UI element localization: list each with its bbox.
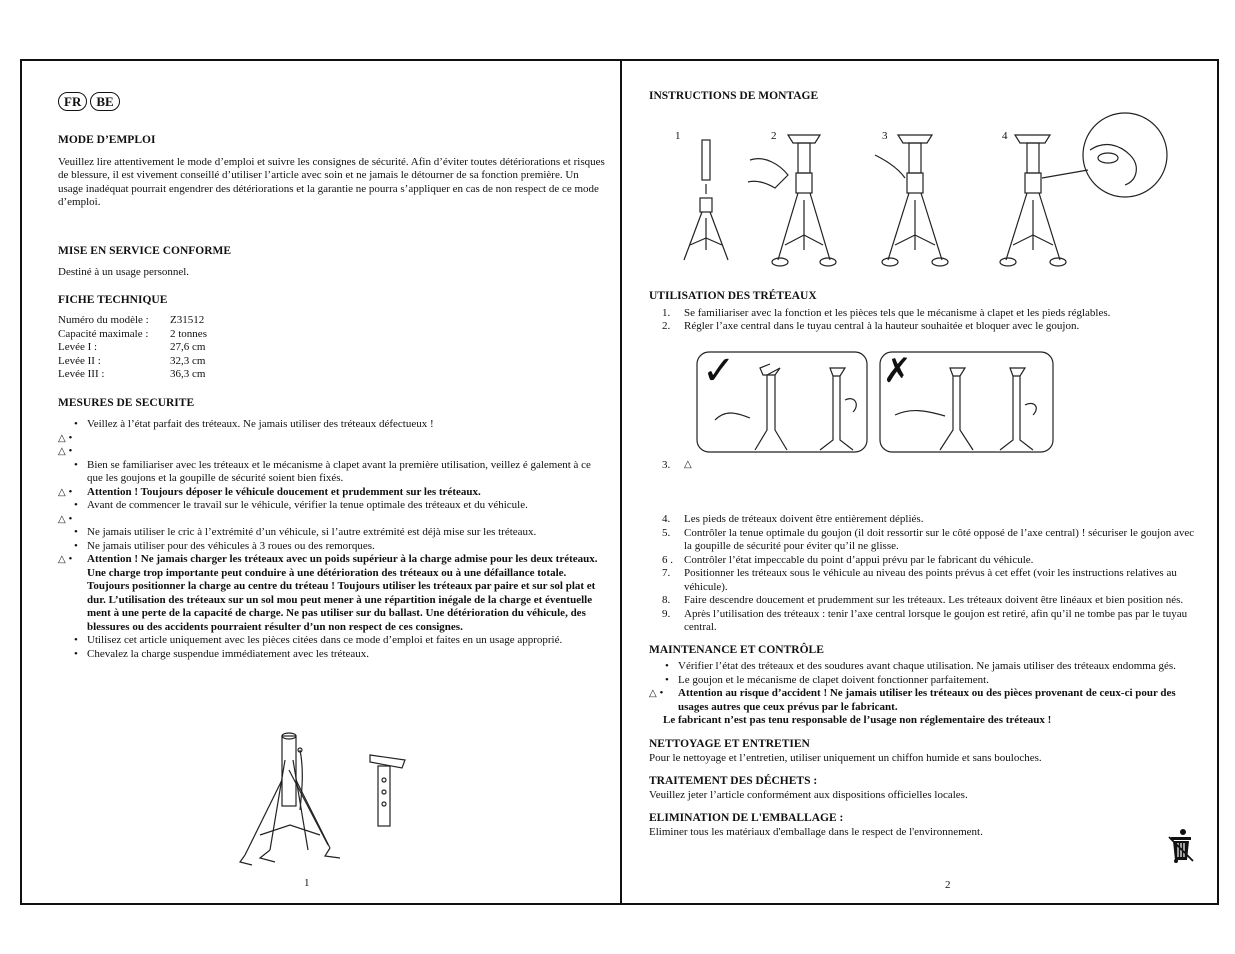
spec-value: 32,3 cm xyxy=(170,354,206,367)
mode-emploi-title: MODE D’EMPLOI xyxy=(58,134,156,146)
item-text: Positionner les tréteaux sous le véhicule au niveau des points prévus à cet effet (voir les instructions relatives au véhicule). xyxy=(684,567,1177,593)
page-divider xyxy=(620,59,622,905)
safety-item xyxy=(58,540,606,554)
bullet: • xyxy=(74,499,78,511)
left-page xyxy=(58,92,606,661)
warning-triangle-icon: △ xyxy=(684,459,692,470)
spec-value: 2 tonnes xyxy=(170,327,207,340)
emballage-text: Eliminer tous les matériaux d'emballage dans le respect de l'environnement. xyxy=(649,826,983,838)
warning-bullet: △ • xyxy=(58,553,73,565)
numbered-item xyxy=(649,594,1199,608)
warning-triangle-icon: △ xyxy=(649,688,657,699)
item-3-number: 3. xyxy=(662,459,671,471)
emballage-title: ELIMINATION DE L'EMBALLAGE : xyxy=(649,811,844,824)
item-number: 2. xyxy=(662,320,671,332)
page-number-right: 2 xyxy=(945,879,951,891)
badge-be: BE xyxy=(90,92,119,111)
safety-item-text: Attention ! Toujours déposer le véhicule doucement et prudemment sur les tréteaux. xyxy=(87,485,481,498)
step-label: 1 xyxy=(675,130,681,142)
step-label: 2 xyxy=(771,130,777,142)
spec-value: 27,6 cm xyxy=(170,341,206,353)
item-text: Les pieds de tréteaux doivent être entièrement dépliés. xyxy=(684,513,924,525)
assembly-illustration xyxy=(670,110,1170,275)
bullet: • xyxy=(665,673,669,686)
step-label: 3 xyxy=(882,130,888,142)
safety-item xyxy=(58,526,606,540)
warning-bullet: △ • xyxy=(649,687,664,699)
item-number: 7. xyxy=(662,567,671,579)
item-text: Faire descendre doucement et prudemment sur les tréteaux. Les tréteaux doivent être linéaux et bien position nés. xyxy=(684,594,1184,606)
spec-value: 36,3 cm xyxy=(170,368,206,380)
dechets-text: Veuillez jeter l’article conformément aux dispositions officielles locales. xyxy=(649,789,968,801)
maintenance-list xyxy=(649,660,1199,714)
item-number: 4. xyxy=(662,513,671,525)
safety-item-text: Vérifier l’état des tréteaux et des soudures avant chaque utilisation. Ne jamais utiliser des tréteaux endomma gés. xyxy=(678,660,1176,672)
dechets-title: TRAITEMENT DES DÉCHETS : xyxy=(649,774,818,787)
mise-en-service-text: Destiné à un usage personnel. xyxy=(58,266,190,278)
bullet: • xyxy=(665,660,669,672)
fabricant-note: Le fabricant n’est pas tenu responsable de l’usage non réglementaire des tréteaux ! xyxy=(663,714,1052,726)
maintenance-title: MAINTENANCE ET CONTRÔLE xyxy=(649,643,824,656)
safety-item-text: Attention ! Ne jamais charger les tréteaux avec un poids supérieur à la charge admise pour les deux tréteaux. Une charge trop importante peut conduire à une détérioration des tréteaux ou à une défaillance totale. Toujours positionner la charge au centre du tréteau ! Toujours utiliser les tréteaux par paire et sur sol plat et dur. L’utilisation des tréteaux sur un sol mou peut mener à une répartition inégale de la charge et éventuelle ment à une perte de la capacité de charge. Ne pas utiliser sur du ballast. Une détérioration du véhicule, des blessures ou des accidents pourraient résulter d’un non respect de ces consignes. xyxy=(87,553,598,633)
warning-triangle-icon: △ xyxy=(58,513,66,525)
wheelie-bin-icon xyxy=(1168,828,1194,864)
correct-incorrect-illustration xyxy=(695,350,1057,456)
mode-emploi-text: Veuillez lire attentivement le mode d’emploi et suivre les consignes de sécurité. Afin d’éviter toutes détériorations et risques de blessure, il est vivement conseillé d’utiliser l’article avec soin et ne jamais le détourner de sa fonction première. Un usage inadéquat pourrait engendrer des détériorations et la garantie ne pourra s’appliquer en cas de non respect de ce mode d’emploi. xyxy=(58,155,605,208)
safety-item xyxy=(58,513,606,527)
safety-item-text: Ne jamais utiliser pour des véhicules à 3 roues ou des remorques. xyxy=(87,539,375,552)
safety-item-text: Veillez à l’état parfait des tréteaux. Ne jamais utiliser des tréteaux défectueux ! xyxy=(87,418,434,430)
safety-item xyxy=(58,459,606,486)
warning-triangle-icon: △ xyxy=(58,446,66,457)
securite-title: MESURES DE SECURITE xyxy=(58,396,195,409)
jack-stand-illustration xyxy=(230,730,430,870)
warning-triangle-icon: △ xyxy=(58,486,66,498)
item-number: 6 . xyxy=(662,553,673,566)
safety-item xyxy=(58,445,606,459)
safety-item xyxy=(649,687,1199,714)
nettoyage-title: NETTOYAGE ET ENTRETIEN xyxy=(649,737,810,750)
bullet: • xyxy=(74,418,78,430)
safety-item-text: Chevalez la charge suspendue immédiatement avec les tréteaux. xyxy=(87,647,370,660)
item-text: Régler l’axe central dans le tuyau central à la hauteur souhaitée et bloquer avec le goujon. xyxy=(684,320,1080,332)
numbered-item xyxy=(649,307,1199,321)
safety-item xyxy=(58,553,606,634)
item-text: Après l’utilisation des tréteaux : tenir l’axe central lorsque le goujon est retiré, afin qu’il ne tombe pas par le tuyau central. xyxy=(684,607,1188,633)
numbered-item xyxy=(649,527,1199,554)
numbered-item xyxy=(649,608,1199,635)
safety-item-text: Utilisez cet article uniquement avec les pièces citées dans ce mode d’emploi et faites en un usage approprié. xyxy=(87,634,563,646)
item-text: Se familiariser avec la fonction et les pièces tels que le mécanisme à clapet et les pieds réglables. xyxy=(684,306,1111,319)
safety-item xyxy=(58,634,606,648)
cross-icon: ✗ xyxy=(883,351,912,391)
warning-bullet: △ • xyxy=(58,431,73,444)
item-number: 9. xyxy=(662,607,671,620)
language-badges xyxy=(58,92,606,111)
utilisation-title: UTILISATION DES TRÉTEAUX xyxy=(649,290,817,302)
montage-title: INSTRUCTIONS DE MONTAGE xyxy=(649,90,819,102)
numbered-item xyxy=(649,320,1199,334)
safety-item xyxy=(649,674,1199,688)
warning-triangle-icon: △ xyxy=(58,554,66,565)
warning-bullet: △ • xyxy=(58,445,73,457)
item-text: Contrôler la tenue optimale du goujon (il doit ressortir sur le côté opposé de l’axe central) ! sécuriser le goujon avec la goupille de sécurité pour éviter qu’il ne glisse. xyxy=(684,526,1195,552)
spec-label: Numéro du modèle : xyxy=(58,314,149,326)
safety-list xyxy=(58,418,606,661)
safety-item xyxy=(58,648,606,662)
numbered-item xyxy=(649,513,1199,527)
safety-item-text: Ne jamais utiliser le cric à l’extrémité d’un véhicule, si l’autre extrémité est déjà mise sur les tréteaux. xyxy=(87,526,537,538)
right-page xyxy=(649,90,1199,112)
spec-label: Levée I : xyxy=(58,341,98,353)
mise-en-service-title: MISE EN SERVICE CONFORME xyxy=(58,244,232,257)
warning-triangle-icon: △ xyxy=(58,432,66,444)
check-icon: ✓ xyxy=(702,348,736,394)
item-text: Contrôler l’état impeccable du point d’appui prévu par le fabricant du véhicule. xyxy=(684,553,1034,566)
step-label: 4 xyxy=(1002,130,1008,142)
fiche-technique-title: FICHE TECHNIQUE xyxy=(58,293,168,306)
safety-item xyxy=(58,432,606,446)
safety-item xyxy=(58,418,606,432)
warning-bullet: △ • xyxy=(58,512,73,525)
safety-item-text: Avant de commencer le travail sur le véhicule, vérifier la tenue optimale des tréteaux et du véhicule. xyxy=(87,499,528,511)
safety-item-text: Bien se familiariser avec les tréteaux et le mécanisme à clapet avant la première utilisation, veillez é galement à ce que les goujons et la goupille de sécurité soient bien fixés. xyxy=(87,458,591,484)
safety-item-text: Le goujon et le mécanisme de clapet doivent fonctionner parfaitement. xyxy=(678,673,989,686)
item-number: 8. xyxy=(662,594,671,606)
page-number-left: 1 xyxy=(304,877,310,889)
bullet: • xyxy=(74,539,78,552)
badge-fr: FR xyxy=(58,92,87,111)
spec-value: Z31512 xyxy=(170,314,205,326)
utilisation-list-continued xyxy=(649,513,1199,635)
safety-item xyxy=(649,660,1199,674)
spec-label: Levée III : xyxy=(58,368,105,380)
bullet: • xyxy=(74,526,78,538)
utilisation-section xyxy=(649,290,1199,334)
numbered-item xyxy=(649,567,1199,594)
numbered-item xyxy=(649,554,1199,568)
spec-table xyxy=(58,314,606,382)
item-number: 5. xyxy=(662,526,671,539)
warning-bullet: △ • xyxy=(58,485,73,498)
utilisation-list xyxy=(649,307,1199,334)
bullet: • xyxy=(74,458,78,471)
spec-label: Capacité maximale : xyxy=(58,327,149,340)
bullet: • xyxy=(74,647,78,660)
safety-item-text: Attention au risque d’accident ! Ne jamais utiliser les tréteaux ou des pièces provenant de ceux-ci pour des usages autres que ceux prévus par le fabricant. xyxy=(678,687,1176,713)
safety-item xyxy=(58,499,606,513)
bullet: • xyxy=(74,634,78,646)
spec-label: Levée II : xyxy=(58,354,101,367)
utilisation-section-continued xyxy=(649,513,1199,840)
nettoyage-text: Pour le nettoyage et l’entretien, utiliser uniquement un chiffon humide et sans bouloches. xyxy=(649,752,1042,764)
item-number: 1. xyxy=(662,306,671,319)
safety-item xyxy=(58,486,606,500)
